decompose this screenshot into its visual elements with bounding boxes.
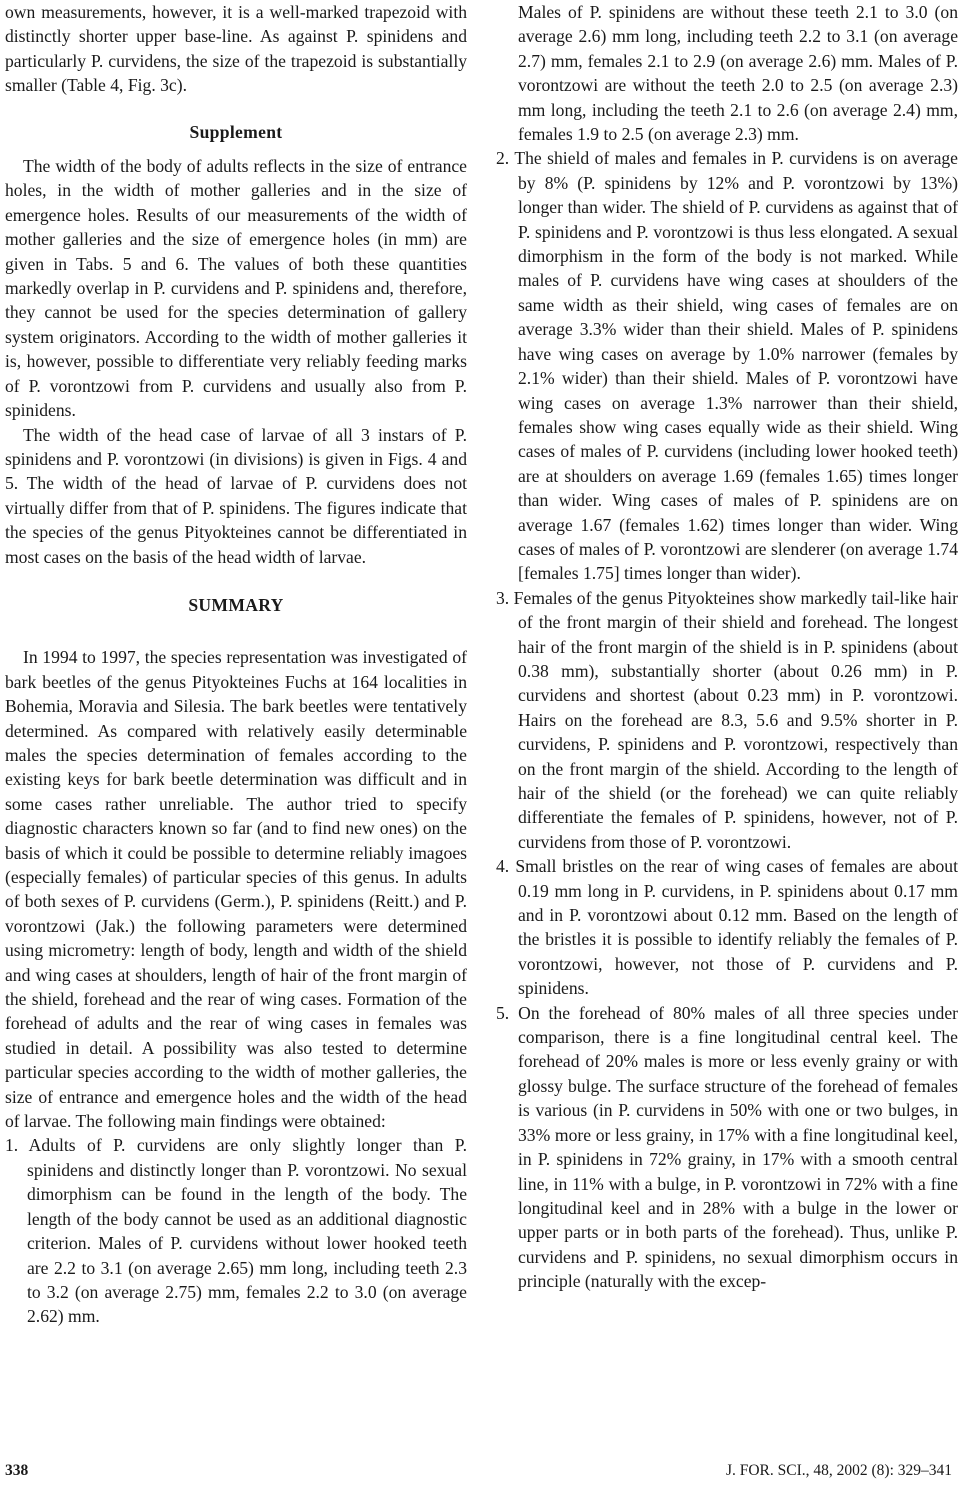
left-column bbox=[5, 0, 467, 1329]
page-number: 338 bbox=[5, 1462, 29, 1479]
finding-item-3: 3. Females of the genus Pityokteines show markedly tail-like hair of the front margin of their shield and forehead. The longest hair of the front margin of the shield is in P. spinidens (about 0.38 mm), substantially shorter (about 0.26 mm) in P. curvidens and shortest (about 0.23 mm) in P. vorontzowi. Hairs on the forehead are 8.3, 5.6 and 9.5% shorter in P. curvidens, P. spinidens and P. vorontzowi, respectively than on the front margin of the shield. According to the length of hair of the shield (or the forehead) we can quite reliably differentiate the females of P. spinidens, however, not of P. curvidens from those of P. vorontzowi. bbox=[496, 587, 958, 852]
finding-item-4: 4. Small bristles on the rear of wing cases of females are about 0.19 mm long in P. curvidens, in P. spinidens about 0.17 mm and in P. vorontzowi about 0.12 mm. Based on the length of the bristles it is possible to identify reliably the females of P. vorontzowi, however, not those of P. curvidens and P. spinidens. bbox=[496, 856, 958, 999]
right-column bbox=[496, 0, 958, 1294]
supplement-heading: Supplement bbox=[189, 121, 283, 142]
journal-citation: J. FOR. SCI., 48, 2002 (8): 329–341 bbox=[725, 1462, 952, 1479]
finding-item-5: 5. On the forehead of 80% males of all three species under comparison, there is a fine longitudinal central keel. The forehead of 20% males is more or less evenly grainy or with glossy bulge. The surface structure of the forehead of females is various (in P. curvidens in 50% with one or two bulges, in 33% more or less grainy, in 17% with a fine longitudinal keel, in P. spinidens in 72% grainy, in 17% with a smooth central line, in 11% with a bulge, in P. vorontzowi in 72% with a fine longitudinal keel and in 28% with a bulge in the lower or upper parts or in both parts of the forehead). Thus, unlike P. curvidens and P. spinidens, no sexual dimorphism occurs in principle (naturally with the excep- bbox=[496, 1002, 958, 1292]
intro-paragraph: own measurements, however, it is a well-marked trapezoid with distinctly shorter upper base-line. As against P. spinidens and particularly P. curvidens, the size of the trapezoid is substantially smaller (Table 4, Fig. 3c). bbox=[5, 2, 467, 96]
supplement-paragraph-2: The width of the head case of larvae of all 3 instars of P. spinidens and P. vorontzowi (in divisions) is given in Figs. 4 and 5. The width of the head of larvae of P. curvidens does not virtually differ from that of P. spinidens. The figures indicate that the species of the genus Pityokteines cannot be differentiated in most cases on the basis of the head width of larvae. bbox=[5, 424, 467, 567]
supplement-paragraph-1: The width of the body of adults reflects in the size of entrance holes, in the width of mother galleries and in the size of emergence holes. Results of our measurements of the width of mother galleries and the size of emergence holes (in mm) are given in Tabs. 5 and 6. The values of both these quantities markedly overlap in P. curvidens and P. spinidens and, therefore, they cannot be used for the species determination of gallery system originators. According to the width of mother galleries it is, however, possible to differentiate very reliably feeding marks of P. vorontzowi from P. curvidens and usually also from P. spinidens. bbox=[5, 156, 467, 421]
finding-item-1-continued: Males of P. spinidens are without these teeth 2.1 to 3.0 (on average 2.6) mm long, including teeth 2.2 to 3.1 (on average 2.7) mm, females 2.1 to 2.9 (on average 2.6) mm. Males of P. vorontzowi are without the teeth 2.0 to 2.5 (on average 2.3) mm long, including the teeth 2.1 to 2.6 (on average 2.4) mm, females 1.9 to 2.5 (on average 2.3) mm. bbox=[518, 2, 958, 145]
summary-paragraph: In 1994 to 1997, the species representation was investigated of bark beetles of the genus Pityokteines Fuchs at 164 localities in Bohemia, Moravia and Silesia. The bark beetles were tentatively determined. As compared with relatively easily determinable males the species determination of females according to the existing keys for bark beetle determination was difficult and in some cases rather unreliable. The author tried to specify diagnostic characters known so far (and to find new ones) on the basis of which it could be possible to determine reliably imagoes (especially females) of particular species of this genus. In adults of both sexes of P. curvidens (Germ.), P. spinidens (Reitt.) and P. vorontzowi (Jak.) the following parameters were determined using micrometry: length of body, length and width of the shield and wing cases at shoulders, length of hair of the front margin of the shield, forehead and the rear of wing cases. Formation of the forehead of adults and the rear of wing cases in females was studied in detail. A possibility was also tested to determine particular species according to the width of mother galleries, the size of entrance and emergence holes and the width of the head of larvae. The following main findings were obtained: bbox=[5, 647, 467, 1132]
summary-heading: SUMMARY bbox=[188, 594, 284, 615]
finding-item-2: 2. The shield of males and females in P. curvidens is on average by 8% (P. spinidens by 12% and P. vorontzowi by 13%) longer than wider. The shield of P. curvidens as against that of P. spinidens and P. vorontzowi is thus less elongated. A sexual dimorphism in the form of the body is not marked. While males of P. curvidens have wing cases at shoulders of the same width as their shield, wing cases of females are on average 3.3% wider than their shield. Males of P. spinidens have wing cases on average by 1.0% narrower (females by 2.1% wider) than their shield. Males of P. vorontzowi have wing cases on average 1.3% narrower than their shield, females show wing cases equally wide as their shield. Wing cases of males of P. curvidens (including lower hooked teeth) are at shoulders on average 1.69 (females 1.65) times longer than wider. Wing cases of males of P. spinidens are on average 1.67 (females 1.62) times longer than wider. Wing cases of males of P. vorontzowi are slenderer (on average 1.74 [females 1.75] times longer than wider). bbox=[496, 148, 958, 584]
finding-item-1: 1. Adults of P. curvidens are only slightly longer than P. spinidens and distinctly longer than P. vorontzowi. No sexual dimorphism can be found in the length of the body. The length of the body cannot be used as an additional diagnostic criterion. Males of P. curvidens without lower hooked teeth are 2.2 to 3.1 (on average 2.65) mm long, including teeth 2.3 to 3.2 (on average 2.75) mm, females 2.2 to 3.0 (on average 2.62) mm. bbox=[5, 1135, 467, 1327]
